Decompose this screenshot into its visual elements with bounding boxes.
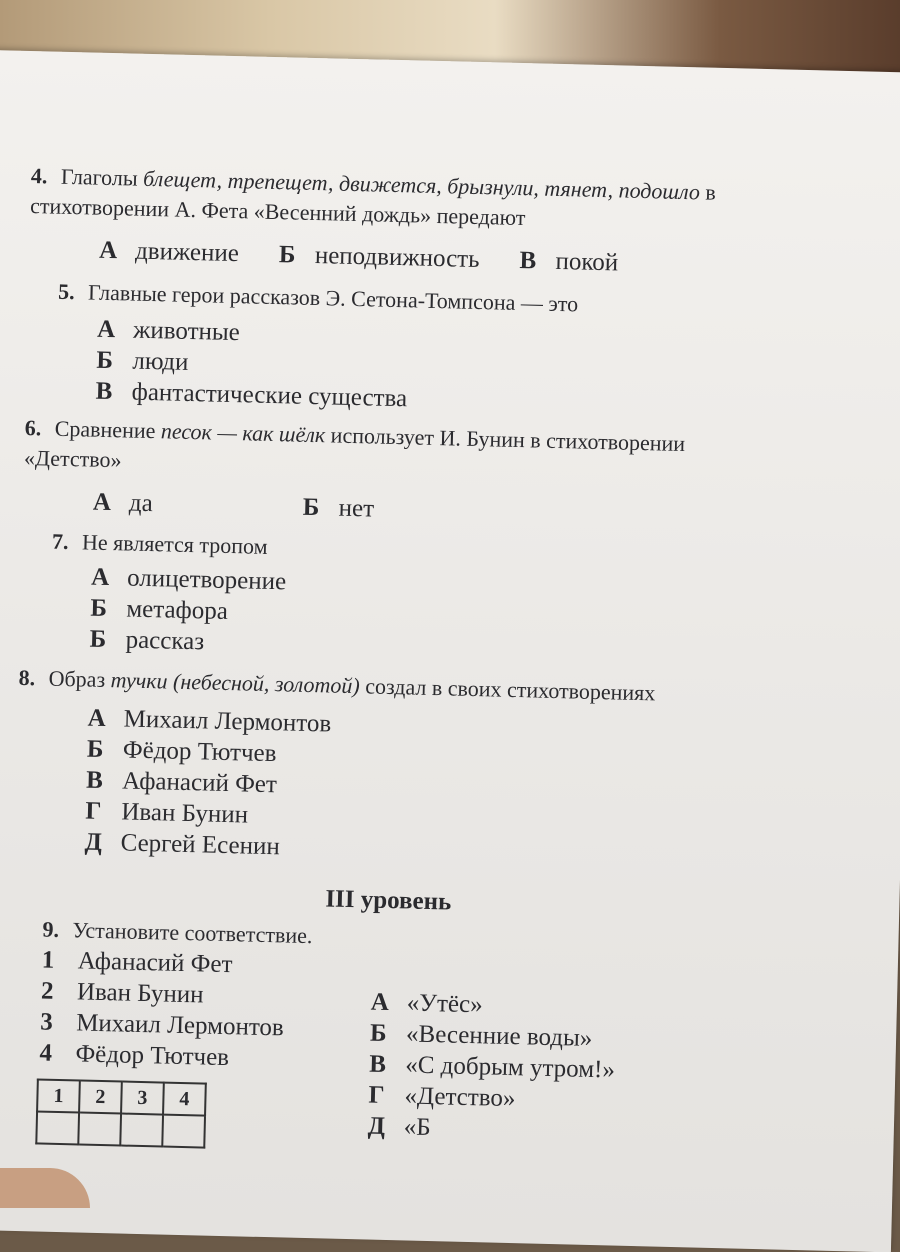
- option-text: покой: [555, 247, 619, 277]
- question-text: использует И. Бунин в стихотворении «Детство»: [23, 422, 686, 473]
- option-text: Михаил Лермонтов: [123, 705, 332, 738]
- item-text: «Детство»: [404, 1082, 516, 1113]
- item-number: 2: [40, 977, 54, 1005]
- grid-header-cell: 2: [79, 1081, 122, 1114]
- page-content: [7, 161, 781, 1162]
- item-letter: В: [369, 1050, 387, 1078]
- option-text: метафора: [126, 595, 229, 625]
- option-text: нет: [338, 494, 375, 523]
- matching-right-column: [367, 953, 617, 1159]
- options-q4: [99, 235, 780, 283]
- options-q7: [89, 562, 771, 672]
- option: [279, 239, 480, 275]
- option-letter: А: [96, 315, 116, 344]
- question-italic: тучки (небесной, золотой): [110, 667, 361, 699]
- option-text: неподвижность: [314, 242, 480, 274]
- question-number: 7.: [51, 528, 69, 555]
- grid-header-cell: 3: [121, 1082, 164, 1115]
- question-text: Глаголы: [60, 163, 144, 191]
- matching-left-column: [37, 945, 372, 1153]
- grid-answer-cell[interactable]: [78, 1112, 121, 1145]
- option-letter: Б: [89, 625, 107, 654]
- option-letter: Б: [302, 493, 320, 522]
- option: [519, 245, 618, 278]
- option-text: Иван Бунин: [121, 798, 249, 829]
- grid-header-cell: 4: [163, 1083, 206, 1116]
- question-text: Установите соответствие.: [72, 917, 313, 949]
- question-number: 4.: [30, 163, 48, 189]
- item-letter: Д: [367, 1112, 386, 1140]
- option-text: люди: [132, 347, 189, 376]
- grid-answer-cell[interactable]: [36, 1111, 79, 1144]
- option-text: фантастические существа: [131, 378, 408, 413]
- question-italic: блещет, трепещет, движется, брызнули, тянет, подошло: [142, 165, 701, 205]
- question-text: в стихотворении А. Фета «Весенний дождь» передают: [29, 179, 717, 231]
- option-letter: А: [98, 236, 118, 265]
- item-text: «Б: [403, 1113, 431, 1142]
- option-text: движение: [134, 237, 240, 268]
- answer-grid-row: [36, 1111, 205, 1147]
- option-text: животные: [132, 316, 241, 347]
- question-text: создал в своих стихотворениях: [359, 673, 656, 706]
- option: [93, 487, 154, 519]
- item-text: Фёдор Тютчев: [75, 1040, 230, 1072]
- option-letter: А: [90, 563, 110, 592]
- question-number: 5.: [57, 278, 75, 305]
- option-letter: В: [95, 377, 113, 406]
- option-letter: В: [85, 766, 104, 794]
- question-number: 6.: [24, 414, 42, 441]
- options-q8: [84, 703, 768, 875]
- item-letter: Г: [368, 1081, 385, 1109]
- option-text: Фёдор Тютчев: [122, 736, 277, 768]
- matching-block: [37, 945, 762, 1163]
- option-text: Сергей Есенин: [120, 829, 281, 861]
- question-4: [30, 161, 781, 239]
- options-q6: [93, 487, 774, 535]
- question-text: Главные герои рассказов Э. Сетона-Томпсона — это: [87, 279, 579, 317]
- question-text: Образ: [48, 665, 112, 693]
- item-number: 1: [41, 946, 55, 974]
- option: [99, 235, 240, 269]
- level-heading: III уровень: [325, 885, 452, 916]
- option-letter: Д: [84, 828, 103, 856]
- grid-answer-cell[interactable]: [162, 1115, 205, 1148]
- option-letter: В: [519, 247, 537, 275]
- question-text: Сравнение: [54, 415, 162, 444]
- option-letter: Г: [85, 797, 102, 825]
- item-letter: А: [370, 988, 390, 1017]
- item-text: Иван Бунин: [76, 978, 204, 1009]
- option-text: да: [128, 489, 154, 518]
- item-text: Афанасий Фет: [77, 947, 233, 979]
- question-6: [24, 413, 775, 491]
- book-page: [0, 50, 900, 1252]
- item-text: «Весенние воды»: [405, 1020, 593, 1053]
- option-text: олицетворение: [126, 564, 287, 596]
- item-text: «Утёс»: [406, 989, 483, 1019]
- option-letter: Б: [278, 241, 296, 269]
- matching-right-item: [367, 1111, 613, 1148]
- item-letter: Б: [369, 1019, 387, 1047]
- answer-grid-header-row: [37, 1079, 206, 1115]
- question-number: 8.: [18, 664, 36, 691]
- option: [302, 492, 374, 525]
- item-text: Михаил Лермонтов: [75, 1009, 285, 1042]
- option-text: Афанасий Фет: [121, 767, 278, 799]
- option-letter: А: [92, 488, 112, 517]
- item-text: «С добрым утром!»: [404, 1051, 616, 1084]
- item-number: 4: [39, 1039, 53, 1067]
- option-letter: Б: [86, 735, 104, 763]
- option-letter: Б: [96, 346, 114, 375]
- question-italic: песок — как шёлк: [160, 418, 326, 448]
- options-q5: [95, 314, 777, 424]
- answer-grid: [35, 1078, 207, 1148]
- grid-answer-cell[interactable]: [120, 1114, 163, 1147]
- question-text: Не является тропом: [81, 529, 268, 559]
- question-number: 9.: [42, 916, 60, 942]
- item-number: 3: [39, 1008, 54, 1036]
- option-letter: А: [87, 704, 107, 733]
- grid-header-cell: 1: [37, 1079, 80, 1112]
- option-text: рассказ: [125, 626, 205, 656]
- option-letter: Б: [90, 594, 108, 623]
